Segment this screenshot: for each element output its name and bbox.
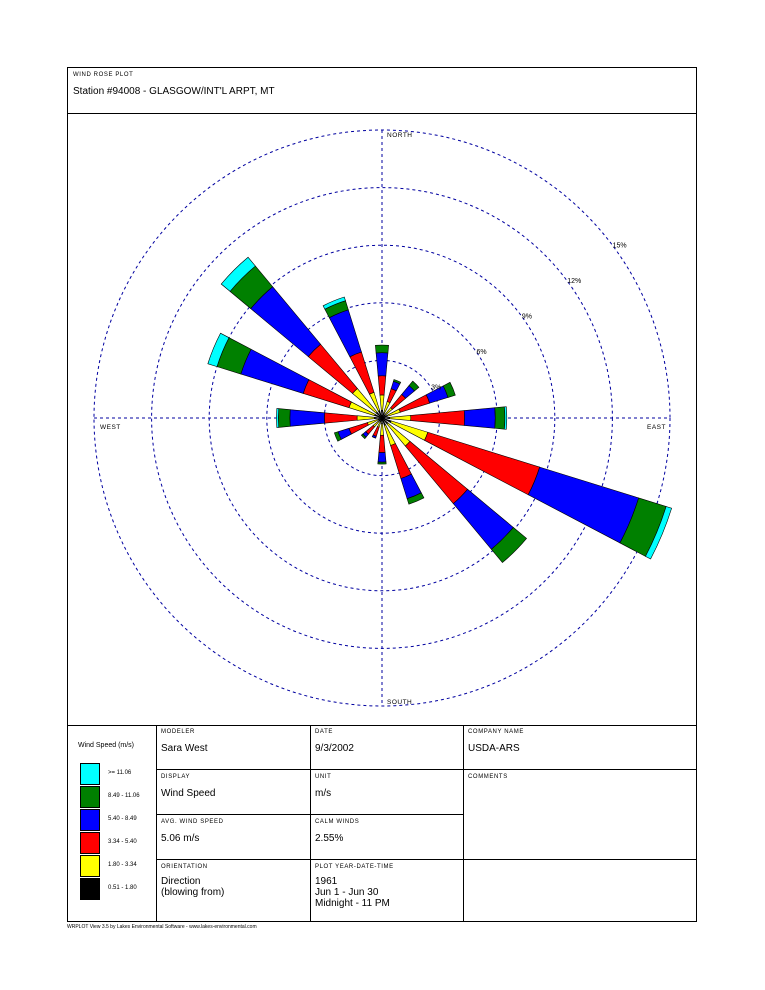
petal-segment-n — [378, 376, 386, 395]
petal-segment-s — [378, 462, 386, 464]
petal-segment-w — [324, 413, 357, 423]
info-table — [68, 725, 696, 921]
period-year: 1961 — [315, 876, 338, 887]
modeler-value: Sara West — [161, 743, 208, 754]
legend-swatch — [80, 809, 100, 831]
petal-segment-e — [464, 408, 495, 429]
period-dates: Jun 1 - Jun 30 — [315, 887, 379, 898]
period-label: PLOT YEAR-DATE-TIME — [315, 864, 394, 870]
petal-segment-e — [504, 407, 506, 430]
petal-segment-nne — [387, 389, 396, 403]
calm-winds-value: 2.55% — [315, 833, 344, 844]
orientation-value-2: (blowing from) — [161, 887, 225, 898]
legend-swatch — [80, 855, 100, 877]
ring-label: 9% — [521, 313, 532, 321]
company-value: USDA-ARS — [468, 743, 520, 754]
calm-winds-label: CALM WINDS — [315, 819, 360, 825]
legend-panel — [68, 725, 157, 921]
ring-label: 3% — [431, 384, 442, 392]
legend-swatch — [80, 832, 100, 854]
legend-swatch — [80, 878, 100, 900]
petal-segment-w — [290, 410, 325, 427]
orientation-value-1: Direction — [161, 876, 201, 887]
title-box — [68, 68, 696, 114]
petal-segment-n — [380, 395, 384, 410]
date-cell — [311, 725, 464, 770]
legend-swatch — [80, 763, 100, 785]
legend-label: 8.49 - 11.06 — [108, 793, 140, 799]
legend-label: >= 11.06 — [108, 770, 132, 776]
petal-segment-s — [380, 424, 383, 436]
petal-segment-ese — [528, 467, 638, 543]
comments-cell — [464, 770, 696, 860]
petal-segment-nnw — [329, 310, 361, 357]
avg-speed-cell — [157, 815, 311, 860]
ring-label: 15% — [612, 242, 627, 250]
petal-segment-s — [379, 435, 385, 452]
unit-value: m/s — [315, 788, 332, 799]
calm-winds-cell — [311, 815, 464, 860]
petal-segment-wnw — [241, 349, 309, 393]
legend-swatch — [80, 786, 100, 808]
compass-east-label: EAST — [647, 424, 666, 431]
orientation-cell — [157, 860, 311, 921]
company-cell — [464, 725, 696, 770]
compass-west-label: WEST — [100, 424, 121, 431]
legend-label: 0.51 - 1.80 — [108, 885, 137, 891]
display-label: DISPLAY — [161, 774, 191, 780]
petal-segment-w — [278, 409, 290, 428]
period-cell — [311, 860, 464, 921]
unit-cell — [311, 770, 464, 815]
avg-speed-value: 5.06 m/s — [161, 833, 200, 844]
wind-rose-chart — [68, 113, 696, 725]
petal-segment-w — [276, 408, 278, 427]
petal-segment-n — [375, 345, 388, 353]
modeler-label: MODELER — [161, 729, 195, 735]
ring-label: 6% — [476, 349, 487, 357]
ring-label: 12% — [567, 278, 582, 286]
petal-segment-e — [495, 407, 505, 429]
date-value: 9/3/2002 — [315, 743, 354, 754]
petal-segment-w — [357, 416, 374, 421]
company-label: COMPANY NAME — [468, 729, 524, 735]
station-title: Station #94008 - GLASGOW/INT'L ARPT, MT — [73, 86, 275, 97]
compass-south-label: SOUTH — [387, 699, 413, 706]
comments-label: COMMENTS — [468, 774, 508, 780]
petal-segment-n — [376, 353, 388, 376]
display-cell — [157, 770, 311, 815]
petal-segment-e — [390, 415, 411, 420]
avg-speed-label: AVG. WIND SPEED — [161, 819, 224, 825]
compass-north-label: NORTH — [387, 132, 413, 139]
legend-label: 5.40 - 8.49 — [108, 816, 137, 822]
legend-label: 1.80 - 3.34 — [108, 862, 137, 868]
display-value: Wind Speed — [161, 788, 216, 799]
legend-label: 3.34 - 5.40 — [108, 839, 137, 845]
period-hours: Midnight - 11 PM — [315, 898, 390, 909]
legend-title: Wind Speed (m/s) — [78, 742, 135, 749]
modeler-cell — [157, 725, 311, 770]
software-credit: WRPLOT View 3.5 by Lakes Environmental Software - www.lakes-environmental.com — [67, 924, 257, 930]
petal-segment-s — [378, 452, 386, 462]
unit-label: UNIT — [315, 774, 332, 780]
orientation-label: ORIENTATION — [161, 864, 208, 870]
report-frame — [67, 67, 697, 922]
plot-area — [68, 113, 696, 726]
petal-segment-e — [411, 411, 465, 426]
plot-type-label: WIND ROSE PLOT — [73, 72, 134, 78]
date-label: DATE — [315, 729, 333, 735]
